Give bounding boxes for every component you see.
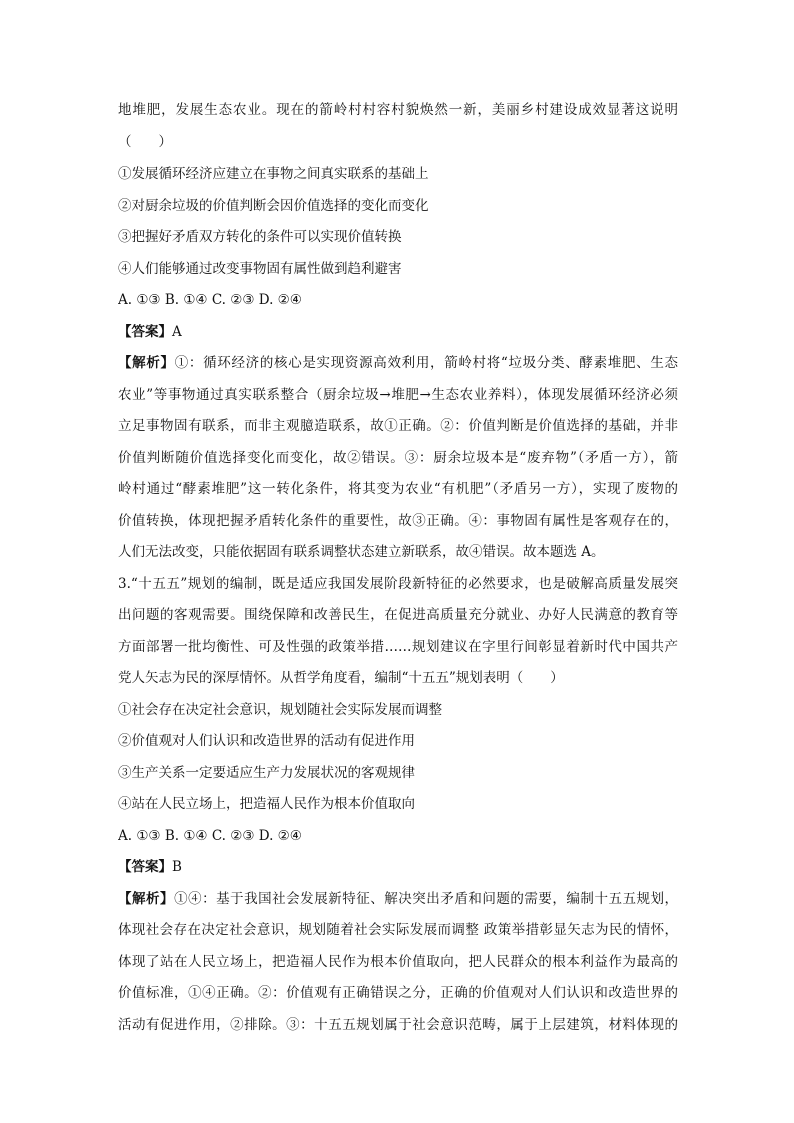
q2-analysis-line-3: 立足事物固有联系，而非主观臆造联系，故①正确。②：价值判断是价值选择的基础，并非	[118, 418, 678, 434]
q3-answer	[118, 857, 678, 877]
q2-choices: A. ①③ B. ①④ C. ②③ D. ②④	[118, 292, 302, 308]
document-page	[118, 100, 678, 1046]
q2-option-3: ③把握好矛盾双方转化的条件可以实现价值转换	[118, 229, 402, 245]
q3-option-4: ④站在人民立场上，把造福人民作为根本价值取向	[118, 796, 415, 812]
q3-analysis-line-4: 价值标准，①④正确。②：价值观有正确错误之分，正确的价值观对人们认识和改造世界的	[118, 985, 678, 1001]
q2-analysis-text-1: ①：循环经济的核心是实现资源高效利用，箭岭村将“垃圾分类、酵素堆肥、生态	[174, 355, 678, 371]
q3-analysis-line-1	[118, 889, 678, 909]
q3-stem-line-4: 党人矢志为民的深厚情怀。从哲学角度看，编制“十五五”规划表明（ ）	[118, 670, 564, 686]
q3-choices: A. ①③ B. ①④ C. ②③ D. ②④	[118, 827, 302, 844]
q2-analysis-line-7: 人们无法改变，只能依据固有联系调整状态建立新联系，故④错误。故本题选 A。	[118, 544, 605, 560]
q2-analysis-label: 【解析】	[118, 355, 175, 371]
q3-analysis-line-3: 体现了站在人民立场上，把造福人民作为根本价值取向，把人民群众的根本利益作为最高的	[118, 953, 678, 970]
q3-analysis-label: 【解析】	[118, 890, 175, 907]
q2-answer	[118, 322, 678, 342]
q2-analysis-line-1	[118, 353, 678, 373]
q3-analysis-line-2: 体现社会存在决定社会意识，规划随着社会实际发展而调整 政策举措彰显矢志为民的情怀，	[118, 922, 678, 938]
q2-stem-line-1: 地堆肥，发展生态农业。现在的箭岭村村容村貌焕然一新，美丽乡村建设成效显著这说明	[118, 102, 678, 118]
q3-analysis-line-5: 活动有促进作用，②排除。③：十五五规划属于社会意识范畴，属于上层建筑，材料体现的	[118, 1016, 678, 1033]
q3-stem-line-2: 出问题的客观需要。围绕保障和改善民生，在促进高质量充分就业、办好人民满意的教育等	[118, 607, 678, 623]
q3-answer-value: B	[172, 859, 182, 875]
q2-answer-label: 【答案】	[118, 323, 172, 340]
q3-option-2: ②价值观对人们认识和改造世界的活动有促进作用	[118, 733, 415, 749]
q2-option-2: ②对厨余垃圾的价值判断会因价值选择的变化而变化	[118, 197, 429, 214]
q2-analysis-line-4: 价值判断随价值选择变化而变化，故②错误。③：厨余垃圾本是“废弃物”（矛盾一方），箭	[118, 449, 678, 466]
q2-option-4: ④人们能够通过改变事物固有属性做到趋利避害	[118, 260, 402, 277]
q2-answer-value: A	[172, 323, 182, 340]
q3-option-3: ③生产关系一定要适应生产力发展状况的客观规律	[118, 764, 415, 781]
q3-answer-label: 【答案】	[118, 859, 172, 875]
q2-analysis-line-2: 农业”等事物通过真实联系整合（厨余垃圾→堆肥→生态农业养料），体现发展循环经济必须	[118, 386, 678, 403]
q3-stem-line-1: 3.“十五五”规划的编制，既是适应我国发展阶段新特征的必然要求，也是破解高质量发展突	[118, 575, 678, 592]
q3-stem-line-3: 方面部署一批均衡性、可及性强的政策举措……规划建议在字里行间彰显着新时代中国共产	[118, 638, 678, 655]
q3-analysis-text-1: ①④：基于我国社会发展新特征、解决突出矛盾和问题的需要，编制十五五规划，	[174, 890, 678, 907]
q2-stem-line-2: （ ）	[118, 133, 172, 150]
q2-option-1: ①发展循环经济应建立在事物之间真实联系的基础上	[118, 166, 429, 182]
q3-option-1: ①社会存在决定社会意识，规划随社会实际发展而调整	[118, 701, 442, 718]
q2-analysis-line-5: 岭村通过“酵素堆肥”这一转化条件，将其变为农业“有机肥”（矛盾另一方），实现了废物的	[118, 481, 678, 497]
q2-analysis-line-6: 价值转换，体现把握矛盾转化条件的重要性，故③正确。④：事物固有属性是客观存在的，	[118, 512, 678, 529]
